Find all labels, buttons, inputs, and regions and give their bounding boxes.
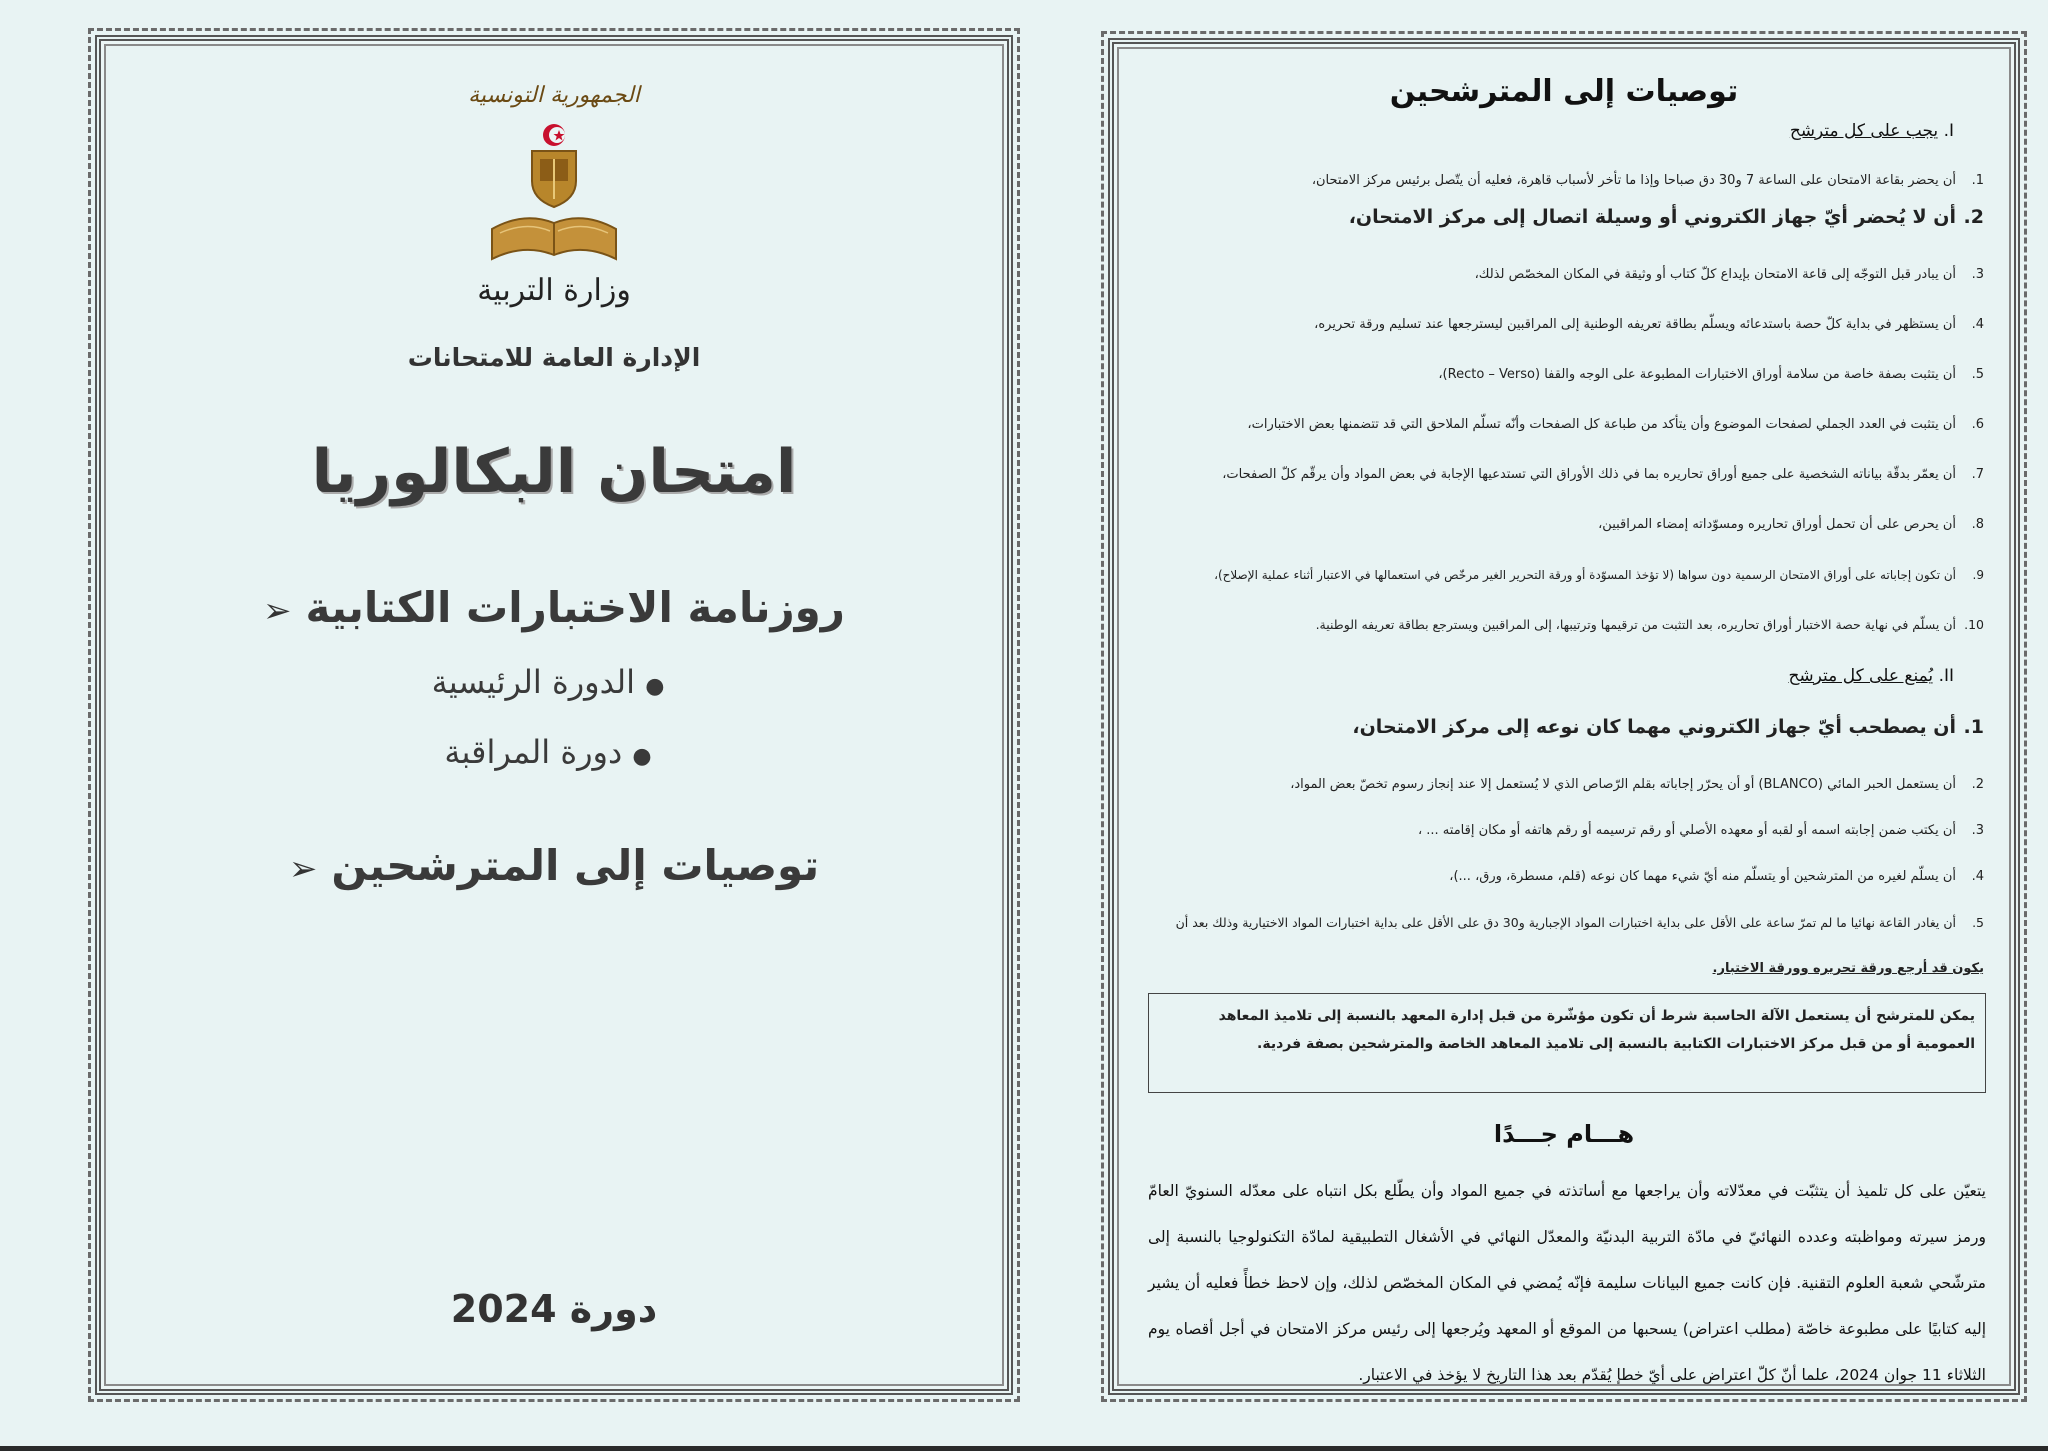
section-1-heading bbox=[1790, 121, 1954, 141]
republic-name: الجمهورية التونسية bbox=[468, 83, 640, 108]
main-session-label: الدورة الرئيسية bbox=[431, 663, 636, 701]
calculator-note: يمكن للمترشح أن يستعمل الآلة الحاسبة شرط أن تكون مؤشّرة من قبل إدارة المعهد بالنسبة إلى تلاميذ المعاهد العمومية أو من قبل مركز الاختبارات الكتابية بالنسبة إلى تلاميذ المعاهد الخاصة والمترشحين بصفة فردية. bbox=[1148, 993, 1986, 1093]
section-1-item: 1.أن يحضر بقاعة الامتحان على الساعة 7 و30 دق صباحا وإذا ما تأخر لأسباب قاهرة، فعليه أن يتّصل برئيس مركز الامتحان، bbox=[1311, 173, 1984, 188]
important-paragraph: يتعيّن على كل تلميذ أن يتثبّت في معدّلاته وأن يراجعها مع أساتذته في جميع المواد وأن يطّلع بكل انتباه على معدّله السنويّ العامّ ورمز سيرته ومواظبته وعدده النهائيّ في مادّة التربية البدنيّة والمعدّل النهائي في الأشغال التطبيقية لمادّة التكنولوجيا بالنسبة إلى مترشّحي شعبة العلوم التقنية. فإن كانت جميع البيانات سليمة فإنّه يُمضي في المكان المخصّص لذلك، وإن لاحظ خطأً فعليه أن يشير إليه كتابيًا على مطبوعة خاصّة (مطلب اعتراض) يسحبها من الموقع أو المعهد ويُرجعها إلى رئيس مركز الامتحان في أجل أقصاه يوم الثلاثاء 11 جوان 2024، علما أنّ كلّ اعتراض على أيّ خطإ يُقدّم بعد هذا التاريخ لا يؤخذ في الاعتبار. bbox=[1148, 1182, 1986, 1384]
main-session-item bbox=[95, 663, 1013, 701]
section-2-item: 4.أن يسلّم لغيره من المترشحين أو يتسلّم منه أيّ شيء مهما كان نوعه (قلم، مسطرة، ورق، ...)، bbox=[1449, 869, 1984, 884]
directorate-name: الإدارة العامة للامتحانات bbox=[407, 343, 701, 372]
arrow-icon: ➢ bbox=[288, 849, 318, 889]
cover-page bbox=[95, 35, 1013, 1395]
calendar-heading-text: روزنامة الاختبارات الكتابية bbox=[305, 583, 845, 632]
section-2-number: II. bbox=[1938, 666, 1954, 686]
ministry-name: وزارة التربية bbox=[477, 273, 631, 308]
bullet-icon: ● bbox=[632, 744, 652, 769]
section-2-item: 1.أن يصطحب أيّ جهاز الكتروني مهما كان نوعه إلى مركز الامتحان، bbox=[1352, 716, 1984, 738]
control-session-item bbox=[95, 733, 1013, 771]
section-1-item: 5.أن يتثبت بصفة خاصة من سلامة أوراق الاختبارات المطبوعة على الوجه والقفا (Recto – Verso)، bbox=[1438, 367, 1984, 382]
scan-bottom-edge bbox=[0, 1446, 2048, 1451]
section-2-item: 2.أن يستعمل الحبر المائي (BLANCO) أو أن يحرّر إجاباته بقلم الرّصاص الذي لا يُستعمل إلا عند إنجاز رسوم تخصّ بعض المواد، bbox=[1290, 777, 1984, 792]
exam-title: امتحان البكالوريا bbox=[311, 437, 797, 507]
recommendations-heading bbox=[95, 841, 1013, 890]
section-1-item: 7.أن يعمّر بدقّة بياناته الشخصية على جميع أوراق تحاريره بما في ذلك الأوراق التي تستدعيها الإجابة في بعض المواد وأن يرقّم كلّ الصفحات، bbox=[1222, 467, 1984, 482]
section-2-item-continuation: يكون قد أرجع ورقة تحريره وورقة الاختبار. bbox=[1712, 961, 1984, 976]
ministry-emblem-icon bbox=[484, 119, 624, 269]
section-2-item: 3.أن يكتب ضمن إجابته اسمه أو لقبه أو معهده الأصلي أو رقم ترسيمه أو رقم هاتفه أو مكان إقامته ... ، bbox=[1417, 823, 1984, 838]
section-1-number: I. bbox=[1943, 121, 1954, 141]
section-1-item: 6.أن يتثبت في العدد الجملي لصفحات الموضوع وأن يتأكد من طباعة كل الصفحات وأنّه تسلّم الملاحق التي قد تتضمنها بعض الاختبارات، bbox=[1247, 417, 1984, 432]
section-2-heading bbox=[1788, 666, 1954, 686]
recommendations-heading-text: توصيات إلى المترشحين bbox=[331, 841, 820, 890]
arrow-icon: ➢ bbox=[263, 591, 292, 631]
section-1-item: 8.أن يحرص على أن تحمل أوراق تحاريره ومسوّداته إمضاء المراقبين، bbox=[1598, 517, 1984, 532]
control-session-label: دورة المراقبة bbox=[444, 733, 623, 771]
section-1-item: 10.أن يسلّم في نهاية حصة الاختبار أوراق تحاريره، بعد التثبت من ترقيمها وترتيبها، إلى المراقبين ويسترجع بطاقة تعريفه الوطنية. bbox=[1315, 617, 1984, 632]
recommendations-page bbox=[1108, 38, 2020, 1395]
session-year: دورة 2024 bbox=[450, 1287, 658, 1331]
calendar-heading bbox=[95, 583, 1013, 632]
important-heading: هـــام جـــدًا bbox=[1493, 1120, 1635, 1148]
section-1-item: 9.أن تكون إجاباته على أوراق الامتحان الرسمية دون سواها (لا تؤخذ المسوّدة أو ورقة التحرير الغير مرخّص في استعمالها في الاعتبار أثناء عملية الإصلاح)، bbox=[1214, 568, 1984, 582]
section-2-item: 5.أن يغادر القاعة نهائيا ما لم تمرّ ساعة على الأقل على بداية اختبارات المواد الإجبارية و30 دق على الأقل على بداية اختبارات المواد الاختيارية وذلك بعد أن bbox=[1175, 915, 1984, 930]
section-1-item: 2.أن لا يُحضر أيّ جهاز الكتروني أو وسيلة اتصال إلى مركز الامتحان، bbox=[1348, 206, 1984, 228]
bullet-icon: ● bbox=[645, 674, 665, 699]
section-1-label: يجب على كل مترشح bbox=[1789, 121, 1939, 141]
recommendations-title: توصيات إلى المترشحين bbox=[1389, 74, 1739, 109]
section-1-item: 3.أن يبادر قبل التوجّه إلى قاعة الامتحان بإيداع كلّ كتاب أو وثيقة في المكان المخصّص لذلك، bbox=[1474, 267, 1984, 282]
section-2-label: يُمنع على كل مترشح bbox=[1788, 666, 1934, 686]
section-1-item: 4.أن يستظهر في بداية كلّ حصة باستدعائه ويسلّم بطاقة تعريفه الوطنية إلى المراقبين ليسترجعها عند تسليم ورقة تحريره، bbox=[1314, 317, 1984, 332]
